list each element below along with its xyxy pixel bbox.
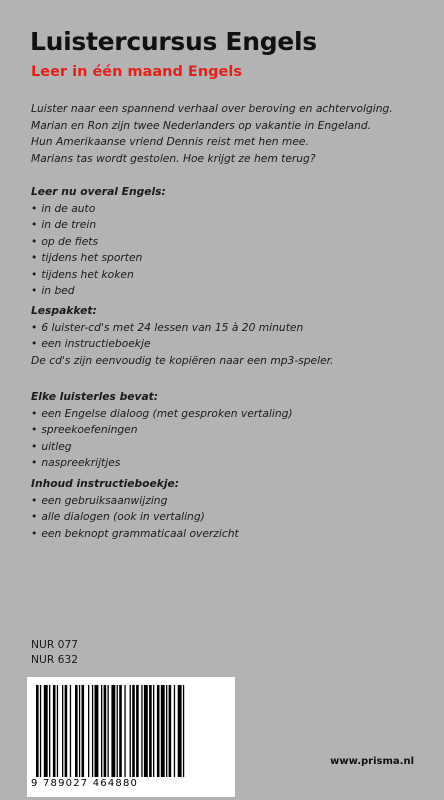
barcode-bar <box>53 685 56 777</box>
barcode-bar <box>111 685 115 777</box>
barcode <box>27 677 235 797</box>
barcode-bar <box>178 685 182 777</box>
list-item: • een gebruiksaanwijzing <box>31 493 426 510</box>
intro-paragraph <box>31 101 426 167</box>
barcode-bar <box>117 685 118 777</box>
bullet-list <box>31 493 426 543</box>
list-item: • een beknopt grammaticaal overzicht <box>31 526 426 543</box>
barcode-bar <box>88 685 89 777</box>
section-heading: Lespakket: <box>31 304 97 317</box>
barcode-bar <box>101 685 102 777</box>
intro-line: Marian en Ron zijn twee Nederlanders op vakantie in Engeland. <box>31 118 372 132</box>
list-item: • in bed <box>31 283 426 300</box>
publisher-website: www.prisma.nl <box>330 756 414 767</box>
barcode-bar <box>132 685 135 777</box>
barcode-bar <box>144 685 148 777</box>
barcode-bar <box>104 685 107 777</box>
section-note: De cd's zijn eenvoudig te kopiëren naar een mp3-speler. <box>31 353 334 367</box>
book-title: Luistercursus Engels <box>30 27 317 56</box>
barcode-bar <box>124 685 125 777</box>
intro-line: Marians tas wordt gestolen. Hoe krijgt ze hem terug? <box>31 151 316 165</box>
barcode-bar <box>57 685 58 777</box>
nur-code: NUR 632 <box>31 653 79 666</box>
list-item: • in de auto <box>31 201 426 218</box>
section-heading: Inhoud instructieboekje: <box>31 477 180 490</box>
barcode-digits: 9 789027 464880 <box>31 778 139 789</box>
list-item: • tijdens het koken <box>31 267 426 284</box>
barcode-bars <box>34 685 228 777</box>
barcode-bar <box>169 685 172 777</box>
barcode-bar <box>174 685 175 777</box>
section-booklet-contents <box>31 476 426 542</box>
bullet-list <box>31 406 426 472</box>
barcode-bar <box>44 685 48 777</box>
barcode-bar <box>153 685 154 777</box>
barcode-bar <box>119 685 122 777</box>
list-item: • uitleg <box>31 439 426 456</box>
barcode-bar <box>161 685 165 777</box>
section-learn-everywhere <box>31 184 426 300</box>
intro-line: Hun Amerikaanse vriend Dennis reist met hen mee. <box>31 135 309 148</box>
barcode-bar <box>157 685 160 777</box>
book-subtitle: Leer in één maand Engels <box>31 64 242 80</box>
bullet-list <box>31 201 426 300</box>
barcode-bar <box>40 685 41 777</box>
barcode-bar <box>95 685 99 777</box>
list-item: • op de fiets <box>31 234 426 251</box>
barcode-bar <box>79 685 80 777</box>
list-item: • alle dialogen (ook in vertaling) <box>31 509 426 526</box>
barcode-bar <box>166 685 167 777</box>
barcode-bar <box>108 685 109 777</box>
barcode-bar <box>49 685 50 777</box>
list-item: • spreekoefeningen <box>31 422 426 439</box>
barcode-bar <box>82 685 85 777</box>
section-heading: Elke luisterles bevat: <box>31 390 159 403</box>
list-item: • naspreekrijtjes <box>31 455 426 472</box>
section-heading: Leer nu overal Engels: <box>31 185 166 198</box>
list-item: • in de trein <box>31 217 426 234</box>
barcode-bar <box>136 685 139 777</box>
list-item: • 6 luister-cd's met 24 lessen van 15 à 20 minuten <box>31 320 426 337</box>
list-item: • een Engelse dialoog (met gesproken vertaling) <box>31 406 426 423</box>
barcode-bar <box>65 685 68 777</box>
barcode-bar <box>149 685 152 777</box>
list-item: • een instructieboekje <box>31 336 426 353</box>
barcode-bar <box>130 685 131 777</box>
barcode-bar <box>62 685 63 777</box>
barcode-bar <box>75 685 78 777</box>
intro-line: Luister naar een spannend verhaal over beroving en achtervolging. <box>31 102 393 115</box>
barcode-bar <box>36 685 39 777</box>
barcode-bar <box>70 685 71 777</box>
list-item: • tijdens het sporten <box>31 250 426 267</box>
bullet-list <box>31 320 426 353</box>
nur-code: NUR 077 <box>31 638 79 651</box>
barcode-bar <box>92 685 93 777</box>
barcode-bar <box>141 685 142 777</box>
barcode-bar <box>183 685 184 777</box>
section-lesson-contents <box>31 389 426 472</box>
section-lespakket <box>31 303 426 369</box>
